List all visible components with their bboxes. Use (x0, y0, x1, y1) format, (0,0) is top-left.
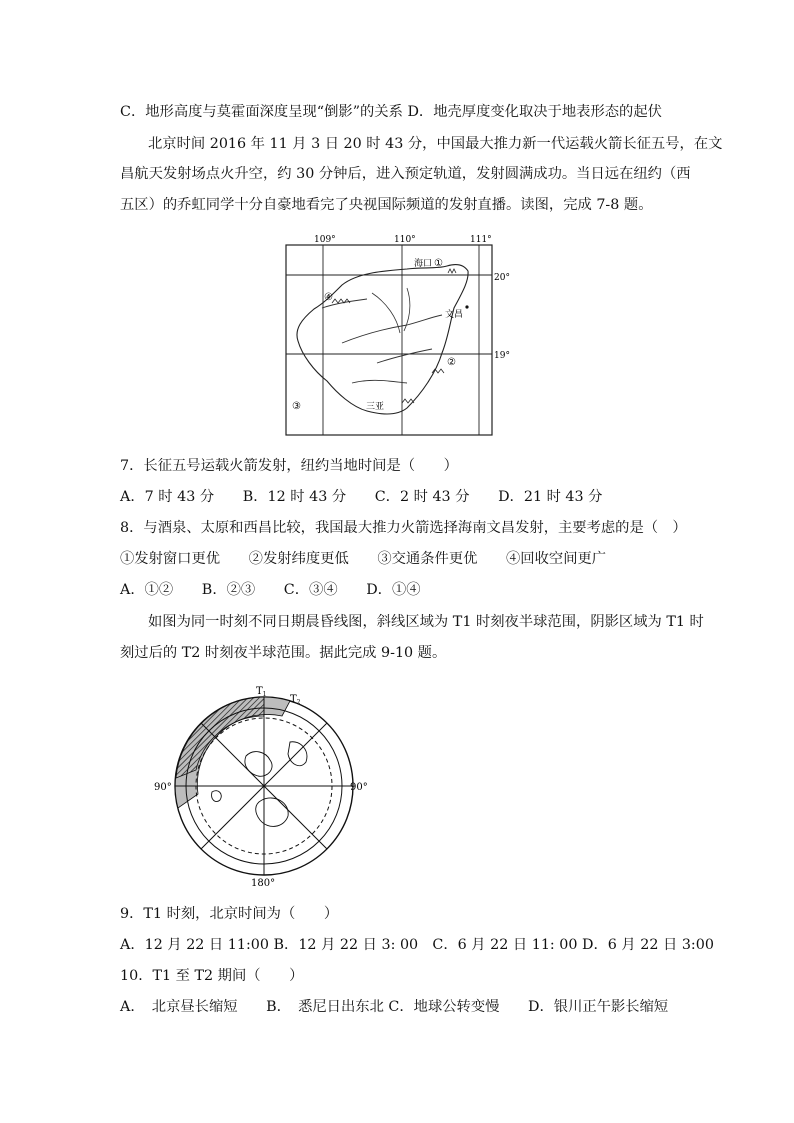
lon-111-label: 111° (470, 235, 492, 245)
question-7: 7．长征五号运载火箭发射，纽约当地时间是（ ） (120, 458, 458, 474)
t2-label: $T_2$ (290, 694, 301, 706)
passage2-line1: 如图为同一时刻不同日期晨昏线图，斜线区域为 T1 时刻夜半球范围，阴影区域为 T1 时 (148, 614, 704, 630)
question-10: 10．T1 至 T2 期间（ ） (120, 968, 304, 984)
passage2-line2: 刻过后的 T2 时刻夜半球范围。据此完成 9-10 题。 (120, 645, 447, 661)
question-8: 8．与酒泉、太原和西昌比较，我国最大推力火箭选择海南文昌发射，主要考虑的是（ ） (120, 520, 687, 536)
marker-1: ① (434, 258, 443, 269)
lon-109-label: 109° (314, 235, 336, 245)
bottom-180-label: 180° (251, 878, 276, 889)
question-9: 9．T1 时刻，北京时间为（ ） (120, 906, 339, 922)
passage1-line2: 昌航天发射场点火升空，约 30 分钟后，进入预定轨道，发射圆满成功。当日远在纽约（西 (120, 166, 691, 182)
lat-20-label: 20° (494, 273, 510, 283)
lat-19-label: 19° (494, 351, 510, 361)
passage1-line1: 北京时间 2016 年 11 月 3 日 20 时 43 分，中国最大推力新一代运载火箭长征五号，在文 (148, 136, 723, 152)
marker-4: ④ (324, 292, 333, 303)
question-10-options: A． 北京昼长缩短 B． 悉尼日出东北 C．地球公转变慢 D．银川正午影长缩短 (120, 999, 669, 1015)
option-c-line: C．地形高度与莫霍面深度呈现“倒影”的关系 D．地壳厚度变化取决于地表形态的起伏 (120, 104, 662, 120)
wenchang-dot (465, 305, 468, 308)
right-90-label: 90° (350, 782, 368, 793)
hainan-map (282, 233, 510, 438)
polar-terminator-diagram (150, 682, 380, 892)
left-90-label: 90° (154, 782, 172, 793)
wenchang-label: 文昌 (445, 310, 464, 320)
marker-2: ② (447, 357, 456, 368)
question-8-items: ①发射窗口更优 ②发射纬度更低 ③交通条件更优 ④回收空间更广 (120, 551, 607, 567)
question-9-options: A．12 月 22 日 11:00 B．12 月 22 日 3: 00 C．6 月 22 日 11: 00 D．6 月 22 日 3:00 (120, 937, 714, 953)
question-8-options: A．①② B．②③ C．③④ D．①④ (120, 582, 421, 598)
sanya-label: 三亚 (366, 402, 385, 412)
passage1-line3: 五区）的乔虹同学十分自豪地看完了央视国际频道的发射直播。读图，完成 7-8 题。 (120, 197, 653, 213)
haikou-label: 海口 (414, 259, 433, 269)
lon-110-label: 110° (394, 235, 416, 245)
marker-3: ③ (292, 401, 301, 412)
question-7-options: A．7 时 43 分 B．12 时 43 分 C．2 时 43 分 D．21 时 43 分 (120, 489, 603, 505)
t1-label: $T_1$ (256, 686, 267, 698)
